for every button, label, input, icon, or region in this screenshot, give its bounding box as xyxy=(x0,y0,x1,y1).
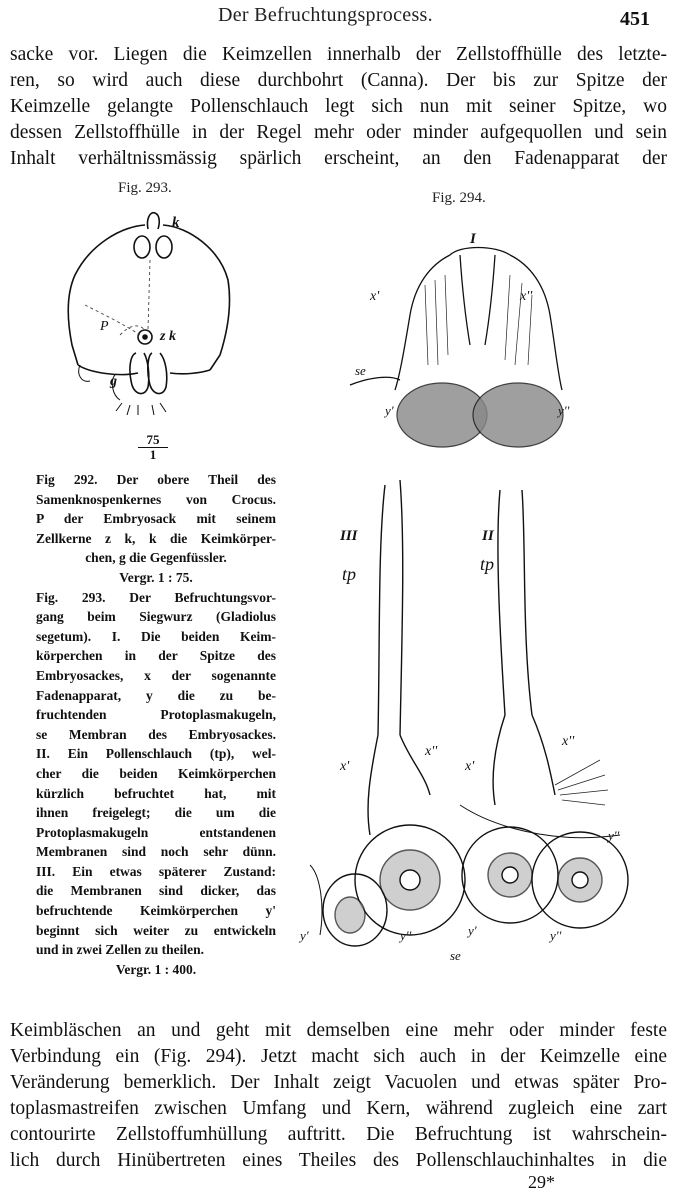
caption-line: cher die beiden Keimkörperchen xyxy=(36,765,276,781)
caption-line: segetum). I. Die beiden Keim- xyxy=(36,628,276,644)
text-line: lich durch Hinübertreten eines Theiles des Pollenschlauchinhaltes in die xyxy=(10,1150,667,1171)
text-line: Keimbläschen an und geht mit demselben eine mehr oder minder feste xyxy=(10,1020,667,1041)
fig294-label-se1: se xyxy=(355,363,366,378)
top-paragraph xyxy=(10,42,667,172)
running-title: Der Befruchtungsprocess. xyxy=(218,4,433,26)
running-head xyxy=(0,2,683,32)
fig294-illustration xyxy=(300,215,650,975)
caption-line: P der Embryosack mit seinem xyxy=(36,511,276,527)
fig294-label-x1: x' xyxy=(370,289,380,304)
fig293-label-k: k xyxy=(172,215,180,231)
caption-line: ihnen freigelegt; die um die xyxy=(36,805,276,821)
caption-line: chen, g die Gegenfüssler. xyxy=(85,550,227,566)
caption-scale: Vergr. 1 : 75. xyxy=(119,569,193,585)
caption-line: III. Ein etwas späterer Zustand: xyxy=(36,863,276,879)
scale-denominator: 1 xyxy=(138,447,168,462)
fig294-label-x6: x'' xyxy=(562,734,575,749)
fig294-label-tp1: tp xyxy=(342,564,357,584)
figure-captions xyxy=(36,470,276,979)
fig294-label-y-pair: y'' xyxy=(550,928,562,943)
text-line: Verbindung ein (Fig. 294). Jetzt macht sich auch in der Keimzelle eine xyxy=(10,1046,667,1067)
text-line: toplasmastreifen zwischen Umfang und Kern, während zugleich eine zart xyxy=(10,1098,667,1119)
fig294-label-y6: y'' xyxy=(608,828,620,843)
page-number: 451 xyxy=(620,8,650,30)
text-line: ren, so wird auch diese durchbohrt (Canna). Der bis zur Spitze der xyxy=(10,70,667,91)
caption-line: Protoplasmakugeln entstandenen xyxy=(36,824,276,840)
caption-line: Fig 292. Der obere Theil des xyxy=(36,472,276,487)
fig294-label-x5: x' xyxy=(465,759,475,774)
caption-line: die Membranen sind dicker, das xyxy=(36,883,276,899)
fig293-scale xyxy=(138,433,168,462)
caption-line: Membranen sind noch sehr dünn. xyxy=(36,844,276,860)
fig294-label-y1: y' xyxy=(385,403,394,418)
caption-line: II. Ein Pollenschlauch (tp), wel- xyxy=(36,746,276,762)
text-line: Inhalt verhältnissmässig spärlich erscheint, an den Fadenapparat der xyxy=(10,148,667,169)
text-line: sacke vor. Liegen die Keimzellen innerhalb der Zellstoffhülle des letzte- xyxy=(10,44,667,65)
caption-line: gang beim Siegwurz (Gladiolus xyxy=(36,609,276,625)
fig294-label-y2: y'' xyxy=(558,403,570,418)
fig293-title: Fig. 293. xyxy=(118,180,172,196)
fig293-label-g: g xyxy=(110,374,117,389)
fig293-label-zk: z k xyxy=(160,329,176,344)
fig294-label-III: III xyxy=(340,528,358,544)
caption-scale: Vergr. 1 : 400. xyxy=(115,961,197,977)
text-line: contourirte Zellstoffumhüllung auftritt. Die Befruchtung ist wahrschein- xyxy=(10,1124,667,1145)
caption-line: befruchtende Keimkörperchen y' xyxy=(36,903,276,919)
caption-line: Zellkerne z k, k die Keimkörper- xyxy=(36,530,276,546)
caption-line: kürzlich befruchtet hat, mit xyxy=(36,785,276,801)
text-line: Veränderung bemerklich. Der Inhalt zeigt Vacuolen und etwas später Pro- xyxy=(10,1072,667,1093)
fig294-label-I: I xyxy=(470,231,476,247)
fig293-label-p: P xyxy=(100,319,109,334)
caption-line: und in zwei Zellen zu theilen. xyxy=(36,942,205,958)
text-line: Keimzelle gelangte Pollenschlauch legt sich nun mit seiner Spitze, wo xyxy=(10,96,667,117)
fig294-label-y5: y' xyxy=(300,928,309,943)
signature-mark: 29* xyxy=(528,1172,555,1192)
caption-line: Embryosackes, x der sogenannte xyxy=(36,667,276,683)
caption-line: körperchen in der Spitze des xyxy=(36,648,276,664)
fig294-label-tp2: tp xyxy=(480,554,495,574)
fig294-label-x3: x' xyxy=(340,759,350,774)
fig293-illustration xyxy=(60,205,240,430)
fig294-label-se2: se xyxy=(450,948,461,963)
fig294-title: Fig. 294. xyxy=(432,190,486,206)
caption-line: Samenknospenkernes von Crocus. xyxy=(36,491,276,507)
fig294-label-II: II xyxy=(482,528,494,544)
text-line: dessen Zellstoffhülle in der Regel mehr oder minder aufgequollen und sein xyxy=(10,122,667,143)
caption-line: beginnt sich weiter zu entwickeln xyxy=(36,922,276,938)
caption-line: fruchtenden Protoplasmakugeln, xyxy=(36,707,276,723)
fig294-label-x2: x'' xyxy=(520,289,533,304)
scale-numerator: 75 xyxy=(146,432,160,447)
bottom-paragraph xyxy=(10,1018,667,1174)
caption-line: Fig. 293. Der Befruchtungsvor- xyxy=(36,589,276,605)
fig294-label-y3: y' xyxy=(468,923,477,938)
fig294-label-x4: x'' xyxy=(425,744,438,759)
caption-line: Fadenapparat, y die zu be- xyxy=(36,687,276,703)
caption-line: se Membran des Embryosackes. xyxy=(36,726,276,742)
fig294-label-y4: y'' xyxy=(400,928,412,943)
